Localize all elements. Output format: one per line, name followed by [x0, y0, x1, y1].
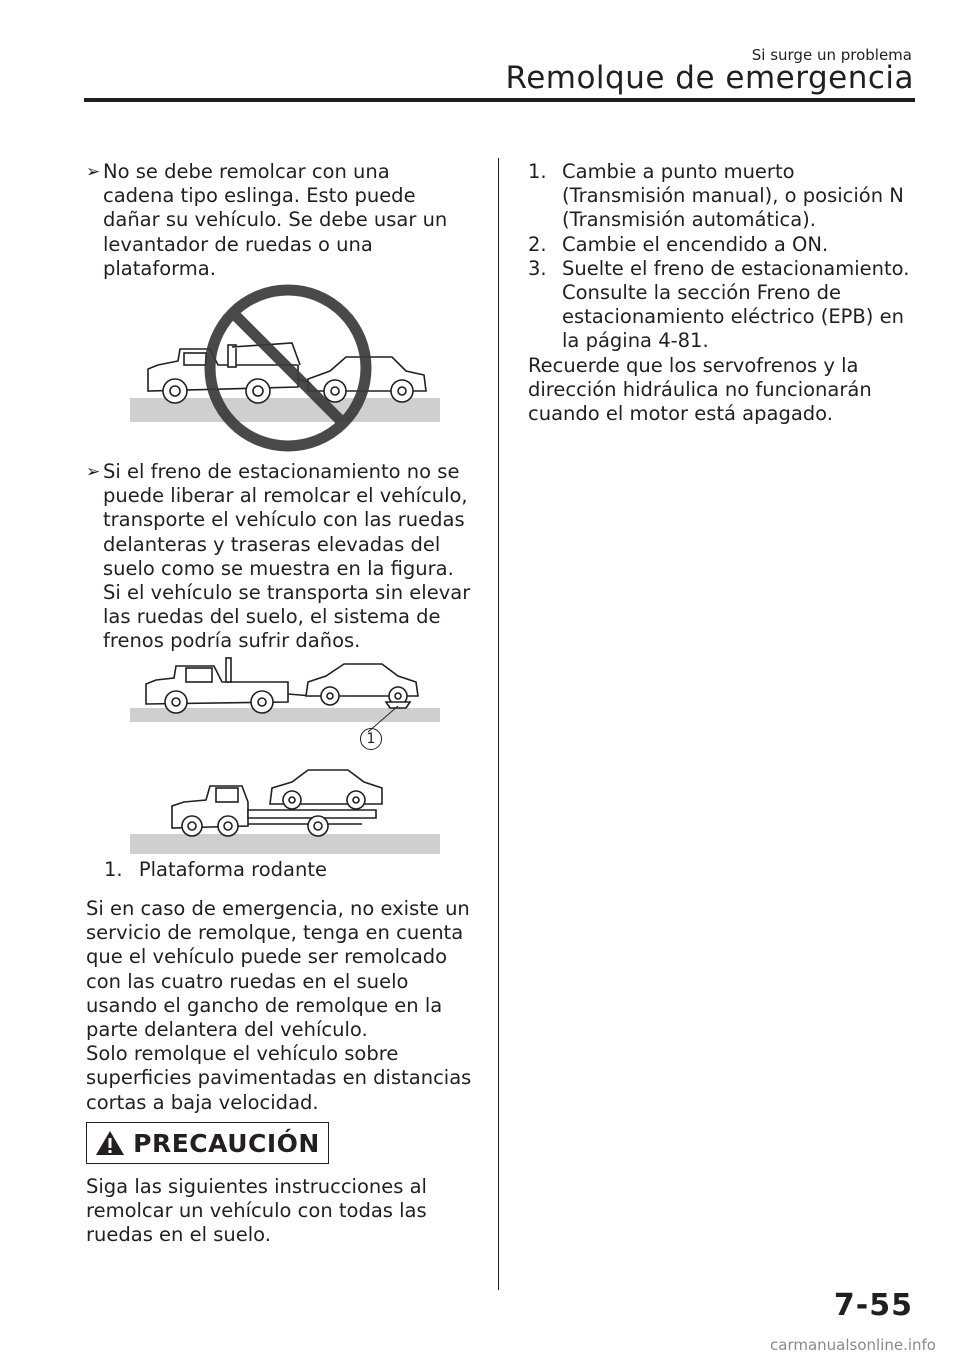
- text-line: (Transmisión manual), o posición N: [562, 184, 904, 208]
- figure-legend: [104, 858, 484, 882]
- text-line: delanteras y traseras elevadas del: [103, 532, 441, 556]
- emergency-tow-paragraph: [86, 897, 486, 1115]
- text-line: levantador de ruedas o una: [103, 232, 373, 256]
- step-item: [528, 160, 928, 233]
- text-line: cuando el motor está apagado.: [528, 402, 833, 426]
- legend-number: 1.: [104, 858, 123, 881]
- text-line: dirección hidráulica no funcionarán: [528, 377, 872, 401]
- text-line: plataforma.: [103, 256, 216, 280]
- column-divider: [498, 158, 499, 1290]
- text-line: cadena tipo eslinga. Esto puede: [103, 184, 416, 208]
- text-line: Solo remolque el vehículo sobre: [86, 1042, 399, 1066]
- page-title: Remolque de emergencia: [505, 60, 914, 96]
- text-line: con las cuatro ruedas en el suelo: [86, 969, 409, 993]
- text-line: que el vehículo puede ser remolcado: [86, 945, 448, 969]
- step-number: 3.: [528, 256, 547, 280]
- text-line: transporte el vehículo con las ruedas: [103, 508, 465, 532]
- no-sling-tow-illustration: [130, 283, 442, 455]
- step-item: [528, 257, 928, 354]
- text-line: Recuerde que los servofrenos y la: [528, 353, 859, 377]
- wheel-lift-dolly-illustration: [130, 652, 442, 757]
- text-line: la página 4-81.: [562, 329, 709, 353]
- steps-list: [528, 160, 928, 426]
- text-line: estacionamiento eléctrico (EPB) en: [562, 305, 904, 329]
- caution-label: PRECAUCIÓN: [133, 1128, 320, 1158]
- caution-text: [86, 1175, 486, 1248]
- text-line: Siga las siguientes instrucciones al: [86, 1175, 427, 1198]
- text-line: las ruedas del suelo, el sistema de: [103, 605, 441, 629]
- text-line: No se debe remolcar con una: [103, 160, 390, 183]
- text-line: superficies pavimentadas en distancias: [86, 1066, 472, 1090]
- step-item: [528, 233, 928, 257]
- warning-triangle-icon: [95, 1130, 125, 1156]
- text-line: remolcar un vehículo con todas las: [86, 1199, 427, 1223]
- text-line: Si el vehículo se transporta sin elevar: [103, 581, 471, 605]
- flatbed-illustration: [130, 762, 442, 854]
- page-number: 7-55: [833, 1288, 913, 1323]
- caution-box: [86, 1122, 329, 1164]
- text-line: frenos podría sufrir daños.: [103, 629, 361, 653]
- section-name: Si surge un problema: [751, 46, 912, 64]
- text-line: (Transmisión automática).: [562, 208, 816, 232]
- text-line: usando el gancho de remolque en la: [86, 993, 443, 1017]
- text-line: parte delantera del vehículo.: [86, 1018, 368, 1042]
- text-line: dañar su vehículo. Se debe usar un: [103, 208, 448, 232]
- bullet-parking-brake: [86, 460, 486, 654]
- step-number: 1.: [528, 160, 547, 183]
- text-line: Consulte la sección Freno de: [562, 281, 841, 305]
- text-line: Si en caso de emergencia, no existe un: [86, 897, 470, 920]
- text-line: ruedas en el suelo.: [86, 1223, 271, 1247]
- bullet-sling-warning: [86, 160, 486, 281]
- legend-text: Plataforma rodante: [138, 858, 327, 881]
- arrow-bullet-icon: ➢: [86, 462, 101, 482]
- step-number: 2.: [528, 232, 547, 256]
- header-rule: [84, 98, 915, 102]
- text-line: servicio de remolque, tenga en cuenta: [86, 921, 464, 945]
- text-line: cortas a baja velocidad.: [86, 1090, 319, 1114]
- text-line: Cambie el encendido a ON.: [562, 232, 829, 256]
- text-line: Si el freno de estacionamiento no se: [103, 460, 460, 483]
- watermark: carmanualsonline.info: [770, 1336, 936, 1354]
- callout-number: 1: [360, 728, 382, 750]
- text-line: Suelte el freno de estacionamiento.: [562, 256, 910, 280]
- arrow-bullet-icon: ➢: [86, 162, 101, 182]
- text-line: puede liberar al remolcar el vehículo,: [103, 484, 468, 508]
- text-line: Cambie a punto muerto: [562, 160, 795, 183]
- text-line: suelo como se muestra en la figura.: [103, 556, 454, 580]
